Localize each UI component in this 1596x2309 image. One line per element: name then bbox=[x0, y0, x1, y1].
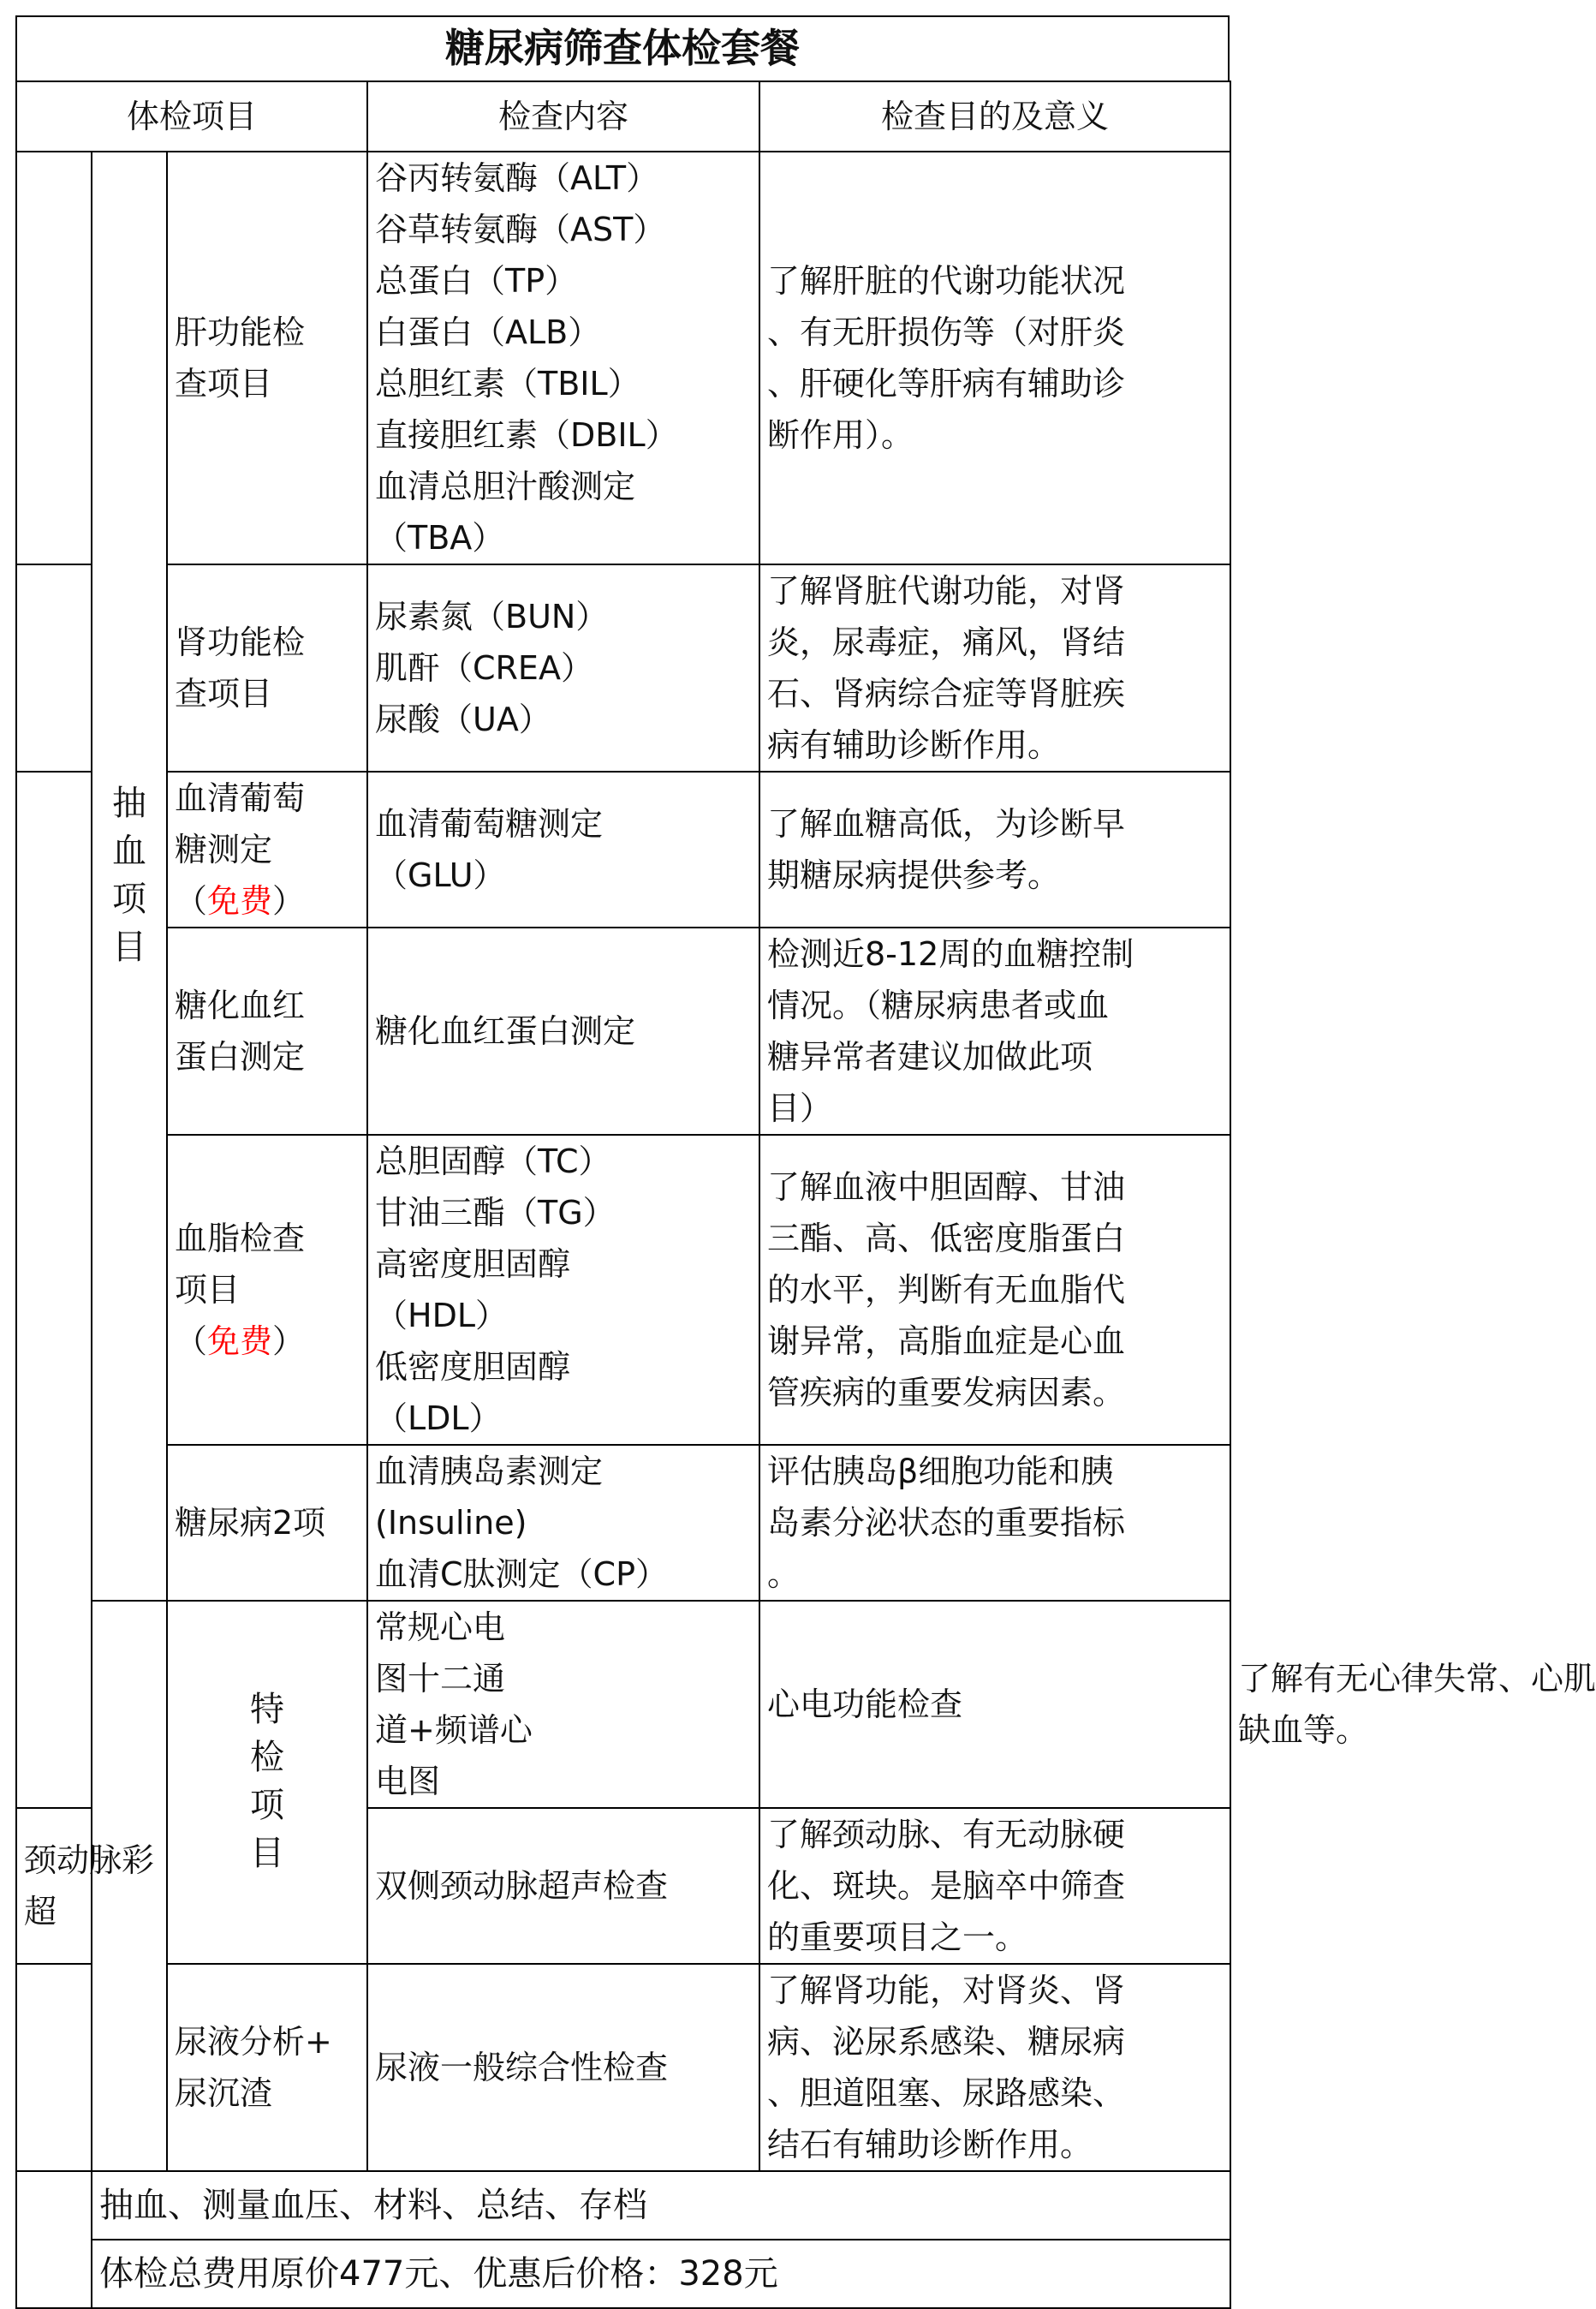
item-name: 常规心电 图十二通 道+频谱心 电图 bbox=[367, 1601, 759, 1808]
item-name: 肾功能检 查项目 bbox=[167, 564, 367, 772]
footer-row bbox=[16, 2240, 1230, 2308]
free-label: 免费 bbox=[207, 882, 273, 920]
header-item: 体检项目 bbox=[16, 81, 367, 152]
item-content: 尿素氮（BUN） 肌酐（CREA） 尿酸（UA） bbox=[367, 564, 759, 772]
page-title: 糖尿病筛查体检套餐 bbox=[15, 15, 1230, 81]
item-content: 总胆固醇（TC） 甘油三酯（TG） 高密度胆固醇 （HDL） 低密度胆固醇 （LDL） bbox=[367, 1135, 759, 1445]
item-name: 血清葡萄 糖测定 （免费） bbox=[167, 772, 367, 928]
item-purpose: 评估胰岛β细胞功能和胰 岛素分泌状态的重要指标 。 bbox=[759, 1445, 1230, 1601]
item-content: 尿液一般综合性检查 bbox=[367, 1964, 759, 2171]
group-spacer bbox=[16, 152, 92, 564]
table-row bbox=[16, 1445, 1230, 1601]
item-purpose: 了解血糖高低，为诊断早 期糖尿病提供参考。 bbox=[759, 772, 1230, 928]
item-purpose: 了解肝脏的代谢功能状况 、有无肝损伤等（对肝炎 、肝硬化等肝病有辅助诊 断作用）。 bbox=[759, 152, 1230, 564]
price-note: 体检总费用原价477元、优惠后价格：328元 bbox=[92, 2240, 1230, 2308]
footer-row bbox=[16, 2171, 1230, 2240]
free-label: 免费 bbox=[207, 1322, 273, 1360]
services-note: 抽血、测量血压、材料、总结、存档 bbox=[92, 2171, 1230, 2240]
item-content: 谷丙转氨酶（ALT） 谷草转氨酶（AST） 总蛋白（TP） 白蛋白（ALB） 总胆红素（TBIL） 直接胆红素（DBIL） 血清总胆汁酸测定 （TBA） bbox=[367, 152, 759, 564]
item-name: 血脂检查 项目 （免费） bbox=[167, 1135, 367, 1445]
group-spacer bbox=[16, 2171, 92, 2308]
item-purpose: 检测近8-12周的血糖控制 情况。（糖尿病患者或血 糖异常者建议加做此项 目） bbox=[759, 928, 1230, 1135]
item-content: 血清葡萄糖测定 （GLU） bbox=[367, 772, 759, 928]
category-blood: 抽血项目 bbox=[92, 152, 167, 1601]
table-row bbox=[16, 1135, 1230, 1445]
package-table bbox=[15, 81, 1596, 2309]
category-special: 特检项目 bbox=[167, 1601, 367, 1964]
table-row bbox=[16, 564, 1230, 772]
table-row bbox=[16, 1964, 1230, 2171]
group-spacer bbox=[16, 772, 92, 1808]
table-row bbox=[16, 772, 1230, 928]
item-name: 糖尿病2项 bbox=[167, 1445, 367, 1601]
item-name: 尿液分析+ 尿沉渣 bbox=[167, 1964, 367, 2171]
item-content: 糖化血红蛋白测定 bbox=[367, 928, 759, 1135]
group-spacer bbox=[92, 1601, 167, 2171]
table-row bbox=[16, 928, 1230, 1135]
table-row bbox=[16, 152, 1230, 564]
header-purpose: 检查目的及意义 bbox=[759, 81, 1230, 152]
header-content: 检查内容 bbox=[367, 81, 759, 152]
table-row: 特检项目 常规心电 图十二通 道+频谱心 电图 心电功能检查 了解有无心律失常、心肌 缺血等。 bbox=[16, 1601, 1230, 1808]
table-header bbox=[16, 81, 1230, 152]
item-purpose: 了解颈动脉、有无动脉硬 化、斑块。是脑卒中筛查 的重要项目之一。 bbox=[759, 1808, 1230, 1964]
group-spacer bbox=[16, 1964, 92, 2171]
item-purpose: 了解肾功能，对肾炎、肾 病、泌尿系感染、糖尿病 、胆道阻塞、尿路感染、 结石有辅助诊断作用。 bbox=[759, 1964, 1230, 2171]
item-purpose: 了解肾脏代谢功能，对肾 炎，尿毒症，痛风，肾结 石、肾病综合症等肾脏疾 病有辅助诊断作用。 bbox=[759, 564, 1230, 772]
item-name: 糖化血红 蛋白测定 bbox=[167, 928, 367, 1135]
item-content: 血清胰岛素测定 (Insuline) 血清C肽测定（CP） bbox=[367, 1445, 759, 1601]
item-name: 肝功能检 查项目 bbox=[167, 152, 367, 564]
item-content: 心电功能检查 bbox=[759, 1601, 1230, 1808]
item-name: 颈动脉彩 超 bbox=[16, 1808, 92, 1964]
item-content: 双侧颈动脉超声检查 bbox=[367, 1808, 759, 1964]
item-purpose: 了解血液中胆固醇、甘油 三酯、高、低密度脂蛋白 的水平，判断有无血脂代 谢异常，高脂血症是心血 管疾病的重要发病因素。 bbox=[759, 1135, 1230, 1445]
group-spacer bbox=[16, 564, 92, 772]
